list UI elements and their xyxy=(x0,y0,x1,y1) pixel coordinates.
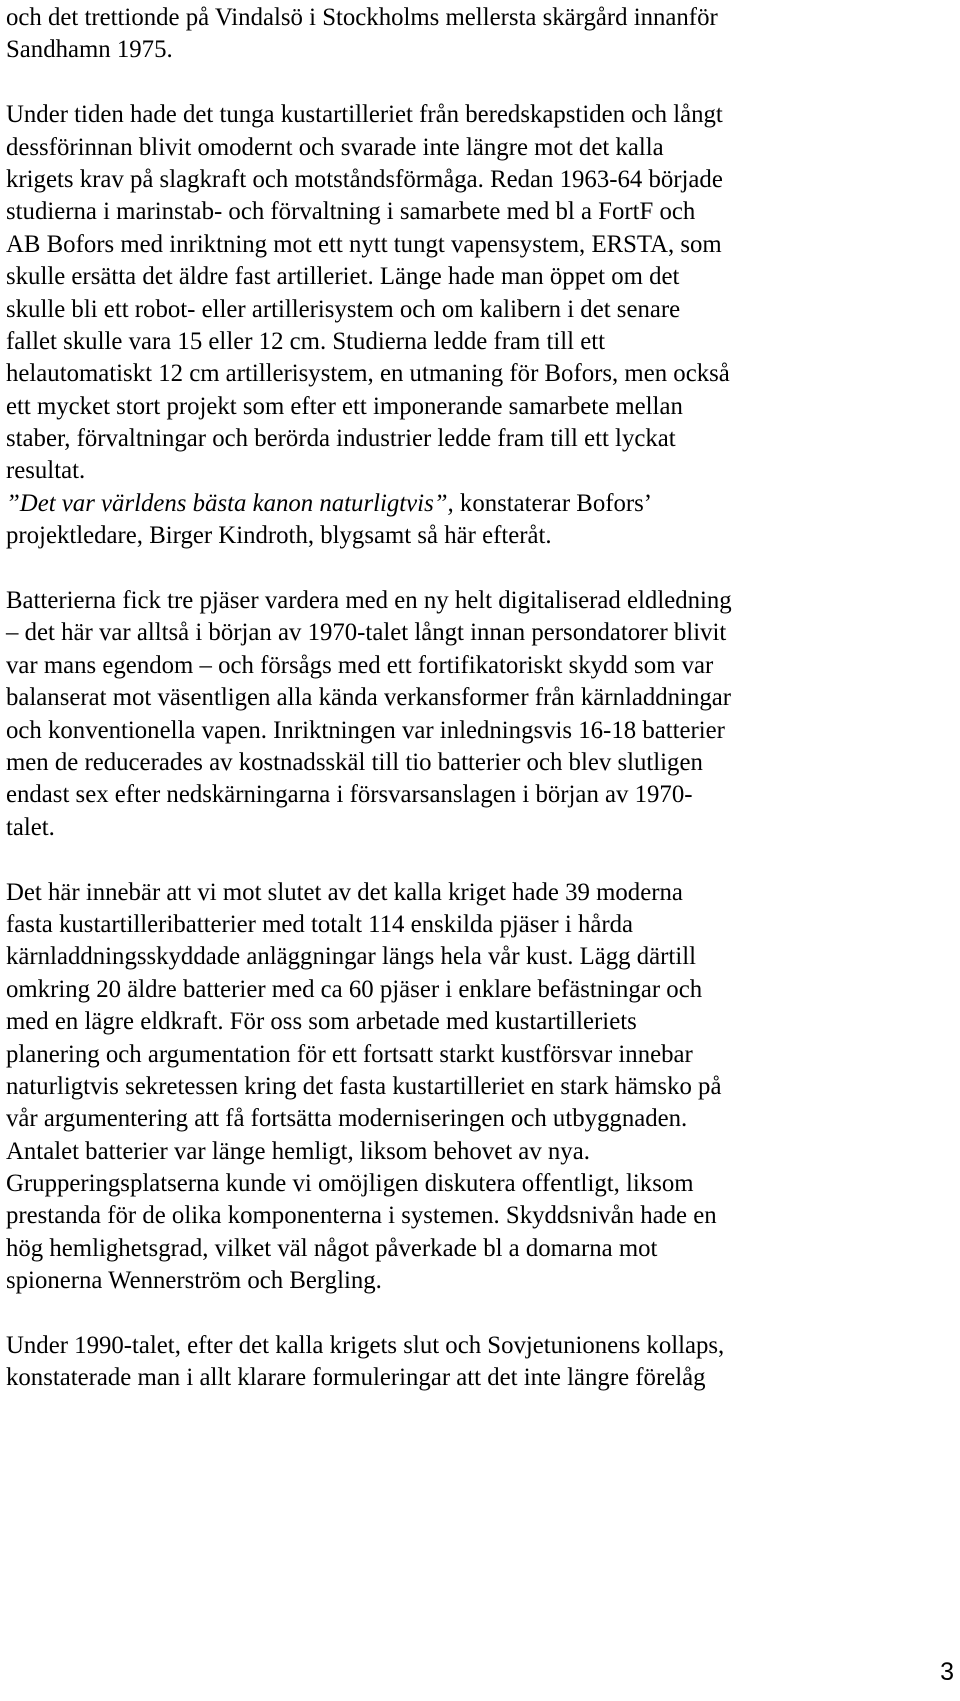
text-line: AB Bofors med inriktning mot ett nytt tungt vapensystem, ERSTA, som xyxy=(6,230,722,258)
text-line: helautomatiskt 12 cm artillerisystem, en utmaning för Bofors, men också xyxy=(6,360,730,388)
paragraph-3 xyxy=(6,585,954,844)
text-line: krigets krav på slagkraft och motståndsförmåga. Redan 1963-64 började xyxy=(6,165,723,193)
page-number: 3 xyxy=(940,1658,954,1686)
text-line: fasta kustartilleribatterier med totalt 114 enskilda pjäser i hårda xyxy=(6,910,634,938)
text-line: konstaterade man i allt klarare formuleringar att det inte längre förelåg xyxy=(6,1364,706,1392)
text-line: spionerna Wennerström och Bergling. xyxy=(6,1267,382,1295)
paragraph-2 xyxy=(6,99,954,552)
text-line: dessförinnan blivit omodernt och svarade inte längre mot det kalla xyxy=(6,133,664,161)
text-line: vår argumentering att få fortsätta moderniseringen och utbyggnaden. xyxy=(6,1105,688,1133)
text-line: skulle ersätta det äldre fast artilleriet. Länge hade man öppet om det xyxy=(6,263,680,291)
text-line: planering och argumentation för ett fortsatt starkt kustförsvar innebar xyxy=(6,1040,693,1068)
text-line: ett mycket stort projekt som efter ett imponerande samarbete mellan xyxy=(6,392,683,420)
text-line: Det här innebär att vi mot slutet av det kalla kriget hade 39 moderna xyxy=(6,878,683,906)
text-line: kärnladdningsskyddade anläggningar längs hela vår kust. Lägg därtill xyxy=(6,943,696,971)
text-line: omkring 20 äldre batterier med ca 60 pjäser i enklare befästningar och xyxy=(6,975,703,1003)
paragraph-gap xyxy=(6,1298,954,1330)
quote-attribution: konstaterar Bofors’ xyxy=(453,489,653,517)
text-line: staber, förvaltningar och berörda industrier ledde fram till ett lyckat xyxy=(6,425,676,453)
text-line: med en lägre eldkraft. För oss som arbetade med kustartilleriets xyxy=(6,1008,637,1036)
text-line: Antalet batterier var länge hemligt, liksom behovet av nya. xyxy=(6,1137,590,1165)
text-line: men de reducerades av kostnadsskäl till tio batterier och blev slutligen xyxy=(6,748,703,776)
text-line: fallet skulle vara 15 eller 12 cm. Studierna ledde fram till ett xyxy=(6,327,606,355)
text-line: Grupperingsplatserna kunde vi omöjligen diskutera offentligt, liksom xyxy=(6,1170,694,1198)
document-page xyxy=(6,2,954,1395)
text-line: naturligtvis sekretessen kring det fasta kustartilleriet en stark hämsko på xyxy=(6,1072,722,1100)
paragraph-4 xyxy=(6,877,954,1298)
text-line: balanserat mot väsentligen alla kända verkansformer från kärnladdningar xyxy=(6,684,732,712)
text-line: studierna i marinstab- och förvaltning i samarbete med bl a FortF och xyxy=(6,198,696,226)
text-line: – det här var alltså i början av 1970-talet långt innan persondatorer blivit xyxy=(6,619,727,647)
text-line: Under tiden hade det tunga kustartilleriet från beredskapstiden och långt xyxy=(6,101,723,129)
text-line: var mans egendom – och försågs med ett fortifikatoriskt skydd som var xyxy=(6,651,714,679)
text-line: Sandhamn 1975. xyxy=(6,36,173,64)
paragraph-gap xyxy=(6,553,954,585)
text-line: projektledare, Birger Kindroth, blygsamt så här efteråt. xyxy=(6,522,552,550)
text-line: skulle bli ett robot- eller artillerisystem och om kalibern i det senare xyxy=(6,295,681,323)
paragraph-gap xyxy=(6,67,954,99)
quote-text: ”Det var världens bästa kanon naturligtvis”, xyxy=(6,489,454,517)
text-line: talet. xyxy=(6,813,55,841)
text-line: prestanda för de olika komponenterna i systemen. Skyddsnivån hade en xyxy=(6,1202,717,1230)
text-line: endast sex efter nedskärningarna i försvarsanslagen i början av 1970- xyxy=(6,781,693,809)
text-line: Batterierna fick tre pjäser vardera med en ny helt digitaliserad eldledning xyxy=(6,587,732,615)
text-line: resultat. xyxy=(6,457,86,485)
paragraph-1 xyxy=(6,2,954,67)
text-line: och konventionella vapen. Inriktningen var inledningsvis 16-18 batterier xyxy=(6,716,725,744)
paragraph-gap xyxy=(6,844,954,876)
paragraph-5 xyxy=(6,1330,954,1395)
text-line: och det trettionde på Vindalsö i Stockholms mellersta skärgård innanför xyxy=(6,4,718,31)
quote-line xyxy=(6,488,954,520)
text-line: hög hemlighetsgrad, vilket väl något påverkade bl a domarna mot xyxy=(6,1234,658,1262)
text-line: Under 1990-talet, efter det kalla krigets slut och Sovjetunionens kollaps, xyxy=(6,1332,725,1360)
